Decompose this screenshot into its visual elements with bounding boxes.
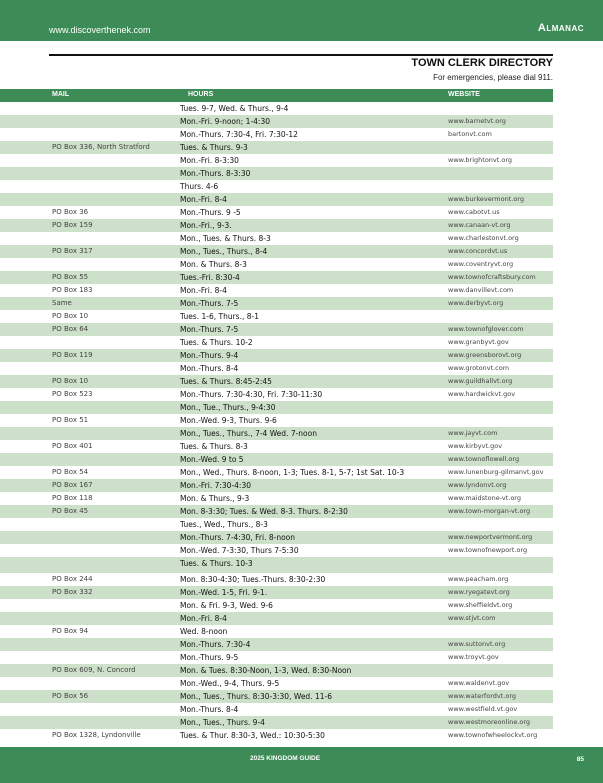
hours-cell: Mon.-Thurs. 7:30-4 [180,640,251,649]
page-subtitle: For emergencies, please dial 911. [433,73,553,82]
website-link[interactable]: www.granbyvt.gov [448,338,509,346]
table-row [0,518,553,531]
website-link[interactable]: www.jayvt.com [448,429,498,437]
mail-cell: PO Box 55 [52,273,89,281]
hours-cell: Mon. 8-3:30; Tues. & Wed. 8-3. Thurs. 8-2:30 [180,507,348,516]
hours-cell: Tues. 1-6, Thurs., 8-1 [180,312,259,321]
mail-cell: PO Box 45 [52,507,89,515]
table-row [0,141,553,154]
hours-cell: Tues.-Fri. 8:30-4 [180,273,240,282]
table-row [0,323,553,336]
hours-cell: Tues. & Thurs. 10-2 [180,338,253,347]
website-link[interactable]: www.suttonvt.org [448,640,506,648]
hours-cell: Tues. & Thur. 8:30-3, Wed.: 10:30-5:30 [180,731,325,740]
website-link[interactable]: www.townoflowell.org [448,455,520,463]
website-link[interactable]: www.westfield.vt.gov [448,705,518,713]
table-row [0,729,553,742]
table-row [0,440,553,453]
hours-cell: Mon., Tues., Thurs. 9-4 [180,718,265,727]
mail-cell: PO Box 10 [52,377,89,385]
table-row [0,193,553,206]
hours-cell: Mon.-Fri. 8-3:30 [180,156,239,165]
hours-cell: Mon.-Wed. 9 to 5 [180,455,244,464]
table-row [0,154,553,167]
mail-cell: PO Box 183 [52,286,93,294]
mail-cell: PO Box 118 [52,494,93,502]
site-url[interactable]: www.discoverthenek.com [49,25,151,35]
hours-cell: Mon. & Fri. 9-3, Wed. 9-6 [180,601,273,610]
table-row [0,531,553,544]
mail-cell: Same [52,299,72,307]
website-link[interactable]: www.cabotvt.us [448,208,500,216]
table-row [0,297,553,310]
website-link[interactable]: www.westmoreonline.org [448,718,531,726]
website-link[interactable]: www.charlestonvt.org [448,234,519,242]
hours-cell: Mon.-Thurs. 9-4 [180,351,239,360]
table-row [0,557,553,573]
hours-cell: Mon.-Thurs. 8-3:30 [180,169,251,178]
website-link[interactable]: www.waterfordvt.org [448,692,517,700]
website-link[interactable]: www.newportvermont.org [448,533,533,541]
table-row [0,677,553,690]
hours-cell: Tues. & Thurs. 8:45-2:45 [180,377,272,386]
mail-cell: PO Box 51 [52,416,89,424]
mail-cell: PO Box 523 [52,390,93,398]
table-row [0,401,553,414]
mail-cell: PO Box 159 [52,221,93,229]
hours-cell: Tues. & Thurs. 9-3 [180,143,248,152]
website-link[interactable]: www.danvillevt.com [448,286,514,294]
website-link[interactable]: www.ryegatevt.org [448,588,510,596]
website-link[interactable]: bartonvt.com [448,130,492,138]
website-link[interactable]: www.guildhallvt.org [448,377,513,385]
table-row [0,284,553,297]
table-row [0,651,553,664]
hours-cell: Mon.-Fri. 7:30-4:30 [180,481,251,490]
table-row [0,690,553,703]
website-link[interactable]: www.greensborovt.org [448,351,522,359]
table-row [0,271,553,284]
table-row [0,115,553,128]
website-link[interactable]: www.sheffieldvt.org [448,601,513,609]
table-header [0,89,553,102]
website-link[interactable]: www.waldenvt.gov [448,679,510,687]
table-row [0,128,553,141]
column-header-mail: MAIL [52,91,70,98]
mail-cell: PO Box 64 [52,325,89,333]
table-row [0,466,553,479]
mail-cell: PO Box 317 [52,247,93,255]
mail-cell: PO Box 244 [52,575,93,583]
hours-cell: Mon.-Thurs. 9-5 [180,653,239,662]
website-link[interactable]: www.lyndonvt.org [448,481,507,489]
hours-cell: Mon.-Wed., 9-4, Thurs. 9-5 [180,679,280,688]
table-row [0,245,553,258]
table-row [0,414,553,427]
guide-title: 2025 KINGDOM GUIDE [250,755,321,762]
website-link[interactable]: www.stjvt.com [448,614,496,622]
website-link[interactable]: www.grotonvt.com [448,364,510,372]
hours-cell: Mon.-Wed. 9-3, Thurs. 9-6 [180,416,277,425]
column-header-hours: HOURS [188,91,214,98]
hours-cell: Mon.-Fri. 9-noon; 1-4:30 [180,117,270,126]
hours-cell: Mon.-Thurs. 7-5 [180,299,239,308]
table-row [0,180,553,193]
hours-cell: Mon. & Thurs., 9-3 [180,494,250,503]
hours-cell: Mon.-Wed. 7-3:30, Thurs 7-5:30 [180,546,299,555]
table-row [0,703,553,716]
website-link[interactable]: www.burkevermont.org [448,195,524,203]
mail-cell: PO Box 36 [52,208,89,216]
hours-cell: Mon.-Thurs. 8-4 [180,705,239,714]
table-row [0,573,553,586]
table-row [0,167,553,180]
hours-cell: Mon.-Thurs. 9 -5 [180,208,241,217]
website-link[interactable]: www.town-morgan-vt.org [448,507,531,515]
website-link[interactable]: www.townofwheelockvt.org [448,731,538,739]
table-row [0,310,553,323]
hours-cell: Mon.-Wed. 1-5, Fri. 9-1. [180,588,268,597]
website-link[interactable]: www.coventryvt.org [448,260,514,268]
mail-cell: PO Box 10 [52,312,89,320]
hours-cell: Mon. & Tues. 8:30-Noon, 1-3, Wed. 8:30-Noon [180,666,352,675]
website-link[interactable]: www.kirbyvt.gov [448,442,503,450]
hours-cell: Tues. 9-7, Wed. & Thurs., 9-4 [180,104,289,113]
mail-cell: PO Box 119 [52,351,93,359]
hours-cell: Mon. 8:30-4:30; Tues.-Thurs. 8:30-2:30 [180,575,326,584]
mail-cell: PO Box 609, N. Concord [52,666,136,674]
table-row [0,388,553,401]
hours-cell: Tues. & Thurs. 10-3 [180,559,253,568]
table-row [0,375,553,388]
title-rule [49,54,553,56]
mail-cell: PO Box 54 [52,468,89,476]
table-row [0,544,553,557]
page-number: 85 [576,756,584,763]
table-row [0,336,553,349]
footer-banner [0,747,603,783]
hours-cell: Tues. & Thurs. 8-3 [180,442,248,451]
table-row [0,586,553,599]
website-link[interactable]: www.canaan-vt.org [448,221,511,229]
table-row [0,102,553,115]
website-link[interactable]: www.maidstone-vt.org [448,494,521,502]
hours-cell: Mon.-Thurs. 8-4 [180,364,239,373]
hours-cell: Thurs. 4-6 [180,182,219,191]
table-row [0,638,553,651]
table-row [0,612,553,625]
table-row [0,362,553,375]
mail-cell: PO Box 401 [52,442,93,450]
website-link[interactable]: www.concordvt.us [448,247,508,255]
directory-table [0,102,553,742]
website-link[interactable]: www.townofcraftsbury.com [448,273,536,281]
hours-cell: Mon., Tues., Thurs., 7-4 Wed. 7-noon [180,429,317,438]
hours-cell: Mon.-Thurs. 7:30-4, Fri. 7:30-12 [180,130,298,139]
website-link[interactable]: www.peacham.org [448,575,509,583]
website-link[interactable]: www.derbyvt.org [448,299,504,307]
column-header-website: WEBSITE [448,91,480,98]
page-title: TOWN CLERK DIRECTORY [411,57,553,69]
hours-cell: Mon.-Fri. 8-4 [180,614,227,623]
website-link[interactable]: www.lunenburg-gilmanvt.gov [448,468,544,476]
hours-cell: Tues., Wed., Thurs., 8-3 [180,520,268,529]
hours-cell: Mon., Tue., Thurs., 9-4:30 [180,403,276,412]
mail-cell: PO Box 1328, Lyndonville [52,731,141,739]
hours-cell: Mon., Tues., Thurs., 8-4 [180,247,268,256]
hours-cell: Mon., Tues. & Thurs. 8-3 [180,234,271,243]
table-row [0,625,553,638]
table-row [0,219,553,232]
hours-cell: Mon.-Thurs. 7-5 [180,325,239,334]
hours-cell: Mon., Wed., Thurs. 8-noon, 1-3; Tues. 8-1, 5-7; 1st Sat. 10-3 [180,468,405,477]
table-row [0,206,553,219]
website-link[interactable]: www.townofnewport.org [448,546,528,554]
website-link[interactable]: www.townofglover.com [448,325,524,333]
table-row [0,664,553,677]
website-link[interactable]: www.brightonvt.org [448,156,513,164]
hours-cell: Mon. & Thurs. 8-3 [180,260,247,269]
hours-cell: Mon.-Thurs. 7:30-4:30, Fri. 7:30-11:30 [180,390,323,399]
mail-cell: PO Box 56 [52,692,89,700]
table-row [0,258,553,271]
table-row [0,492,553,505]
table-row [0,349,553,362]
hours-cell: Wed. 8-noon [180,627,228,636]
mail-cell: PO Box 332 [52,588,93,596]
hours-cell: Mon.-Fri. 8-4 [180,286,227,295]
hours-cell: Mon.-Fri., 9-3. [180,221,232,230]
table-row [0,232,553,245]
website-link[interactable]: www.troyvt.gov [448,653,499,661]
table-row [0,505,553,518]
mail-cell: PO Box 336, North Stratford [52,143,150,151]
mail-cell: PO Box 94 [52,627,89,635]
table-row [0,716,553,729]
table-row [0,427,553,440]
top-banner [0,0,603,41]
table-row [0,479,553,492]
table-row [0,599,553,612]
website-link[interactable]: www.barnetvt.org [448,117,506,125]
section-label: Almanac [537,22,584,34]
table-row [0,453,553,466]
mail-cell: PO Box 167 [52,481,93,489]
hours-cell: Mon.-Thurs. 7-4:30, Fri. 8-noon [180,533,296,542]
hours-cell: Mon., Tues., Thurs. 8:30-3:30, Wed. 11-6 [180,692,332,701]
hours-cell: Mon.-Fri. 8-4 [180,195,227,204]
website-link[interactable]: www.hardwickvt.gov [448,390,516,398]
